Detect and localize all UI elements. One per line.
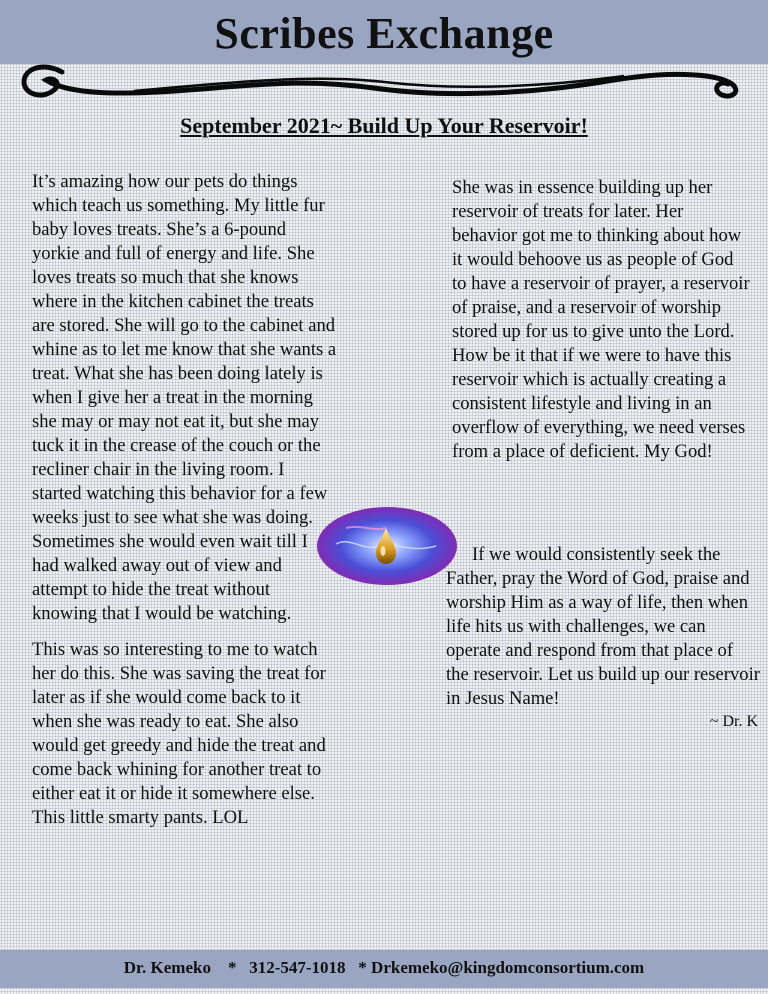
paragraph: It’s amazing how our pets do things which teach us something. My little fur baby loves treats. She’s a 6-pound yorkie and full of energy and life. She loves treats so much that she knows where in the kitchen cabinet the treats are stored. She will go to the cabinet and whine as to let me know that she wants a treat. What she has been doing lately is when I give her a treat in the morning she may or may not eat it, but she may tuck it in the crease of the couch or the recliner chair in the living room. I started watching this behavior for a few weeks just to see what she was doing. Sometimes she would even wait till I had walked away out of view and attempt to hide the treat without knowing that I would be watching. (32, 171, 337, 624)
water-drop-globe-image (316, 506, 458, 586)
right-column-top (452, 176, 752, 464)
footer-contact: Dr. Kemeko * 312-547-1018 * Drkemeko@kingdomconsortium.com (123, 958, 645, 977)
article-headline: September 2021~ Build Up Your Reservoir! (180, 113, 588, 138)
decorative-swash (14, 58, 754, 104)
right-column-bottom (446, 543, 760, 711)
left-column (32, 170, 337, 830)
paragraph: This was so interesting to me to watch her do this. She was saving the treat for later as if she would come back to it when she was ready to eat. She also would get greedy and hide the treat and come back whining for another treat to either eat it or hide it somewhere else. This little smarty pants. LOL (32, 639, 326, 828)
signoff: ~ Dr. K (709, 713, 758, 730)
masthead-title: Scribes Exchange (214, 9, 554, 58)
paragraph: If we would consistently seek the Father, pray the Word of God, praise and worship Him as a way of life, then when life hits us with challenges, we can operate and respond from that place of the reservoir. Let us build up our reservoir in Jesus Name! (446, 544, 760, 709)
paragraph: She was in essence building up her reservoir of treats for later. Her behavior got me to thinking about how it would behoove us as people of God to have a reservoir of prayer, a reservoir of praise, and a reservoir of worship stored up for us to give unto the Lord. How be it that if we were to have this reservoir which is actually creating a consistent lifestyle and living in an overflow of everything, we need verses from a place of deficient. My God! (452, 177, 750, 462)
